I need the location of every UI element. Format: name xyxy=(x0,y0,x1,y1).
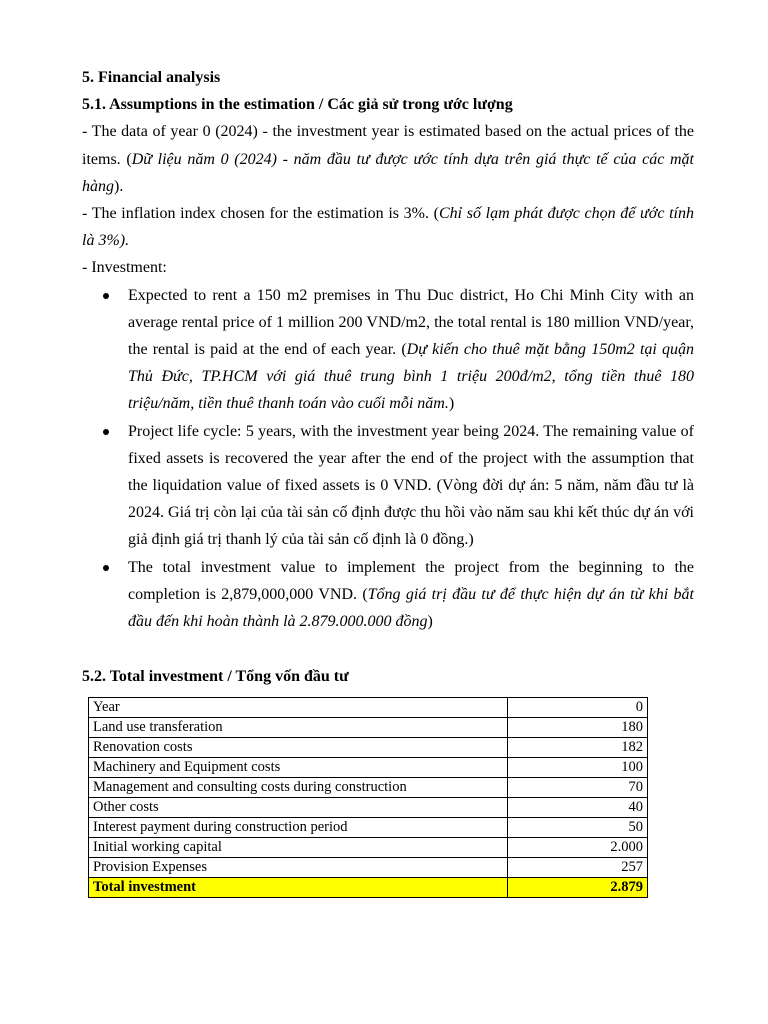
cost-item-value: 180 xyxy=(508,718,648,738)
bullet-total-investment: The total investment value to implement the project from the beginning to the completion is 2,879,000,000 VND. (Tổng giá trị đầu tư để thực hiện dự án từ khi bắt đầu đến khi hoàn thành là 2.879.000.000 đồng) xyxy=(82,554,694,636)
table-row xyxy=(89,798,648,818)
bullet-icon xyxy=(103,565,109,571)
bullet-icon xyxy=(103,429,109,435)
inflation-paragraph: - The inflation index chosen for the estimation is 3%. (Chỉ số lạm phát được chọn để ước tính là 3%). xyxy=(82,205,694,250)
cost-item-value: 182 xyxy=(508,738,648,758)
cost-item-value: 50 xyxy=(508,818,648,838)
cost-item-label: Renovation costs xyxy=(89,738,508,758)
bullet-rental: Expected to rent a 150 m2 premises in Thu Duc district, Ho Chi Minh City with an average rental price of 1 million 200 VND/m2, the total rental is 180 million VND/year, the rental is paid at the end of each year. (Dự kiến cho thuê mặt bằng 150m2 tại quận Thủ Đức, TP.HCM với giá thuê trung bình 1 triệu 200đ/m2, tổng tiền thuê 180 triệu/năm, tiền thuê thanh toán vào cuối mỗi năm.) xyxy=(82,282,694,418)
cost-item-label: Management and consulting costs during construction xyxy=(89,778,508,798)
bullet-life-cycle: Project life cycle: 5 years, with the investment year being 2024. The remaining value of fixed assets is recovered the year after the end of the project with the assumption that the liquidation value of fixed assets is 0 VND. (Vòng đời dự án: 5 năm, năm đầu tư là 2024. Giá trị còn lại của tài sản cố định được thu hồi vào năm sau khi kết thúc dự án với giả định giá trị thanh lý của tài sản cố định là 0 đồng.) xyxy=(82,418,694,554)
cost-item-value: 40 xyxy=(508,798,648,818)
cost-item-label: Machinery and Equipment costs xyxy=(89,758,508,778)
table-row xyxy=(89,778,648,798)
cost-item-value: 2.879 xyxy=(508,878,648,898)
investment-label: - Investment: xyxy=(82,259,167,277)
cost-item-value: 257 xyxy=(508,858,648,878)
cost-item-label: Land use transferation xyxy=(89,718,508,738)
section-heading: 5. Financial analysis xyxy=(82,69,221,86)
cost-item-value: 100 xyxy=(508,758,648,778)
investment-table xyxy=(88,697,648,898)
table-row xyxy=(89,758,648,778)
cost-item-value: 70 xyxy=(508,778,648,798)
table-row xyxy=(89,718,648,738)
table-row xyxy=(89,838,648,858)
table-total-row xyxy=(89,878,648,898)
cost-item-value: 2.000 xyxy=(508,838,648,858)
cost-item-label: Year xyxy=(89,698,508,718)
table-row xyxy=(89,818,648,838)
cost-item-value: 0 xyxy=(508,698,648,718)
table-row xyxy=(89,698,648,718)
cost-item-label: Initial working capital xyxy=(89,838,508,858)
investment-bullet-list xyxy=(82,282,694,636)
cost-item-label: Provision Expenses xyxy=(89,858,508,878)
cost-item-label: Total investment xyxy=(89,878,508,898)
table-row xyxy=(89,858,648,878)
assumptions-section xyxy=(82,64,694,635)
table-row xyxy=(89,738,648,758)
bullet-icon xyxy=(103,293,109,299)
total-investment-subheading: 5.2. Total investment / Tổng vốn đầu tư xyxy=(82,668,349,685)
assumptions-subheading: 5.1. Assumptions in the estimation / Các giả sử trong ước lượng xyxy=(82,96,513,114)
data-year-paragraph: - The data of year 0 (2024) - the investment year is estimated based on the actual prices of the items. (Dữ liệu năm 0 (2024) - năm đầu tư được ước tính dựa trên giá thực tế của các mặt hàng). xyxy=(82,123,694,195)
cost-item-label: Other costs xyxy=(89,798,508,818)
cost-item-label: Interest payment during construction period xyxy=(89,818,508,838)
